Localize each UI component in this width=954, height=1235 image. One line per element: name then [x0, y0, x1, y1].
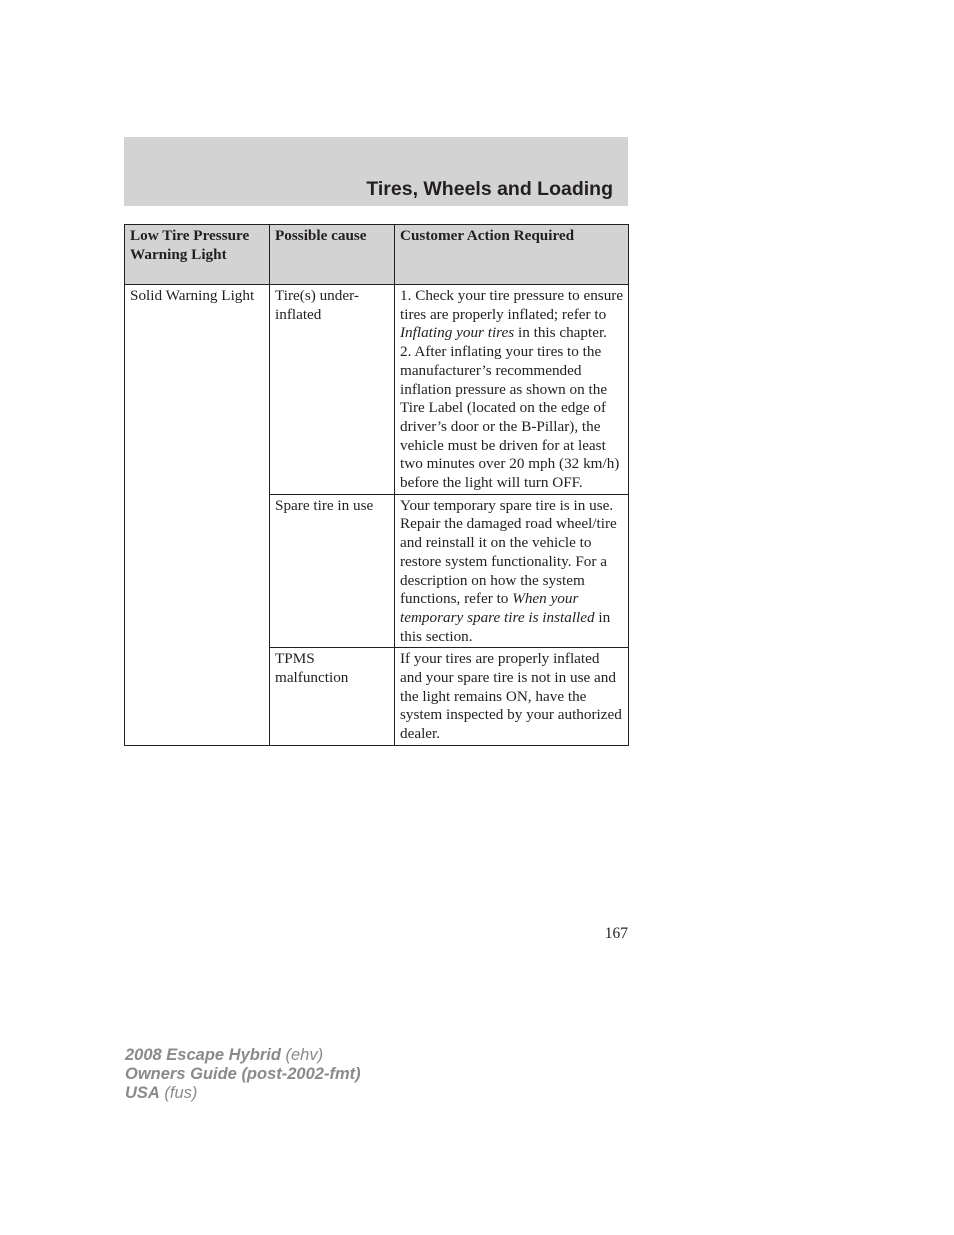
action-text: in this chapter. — [514, 324, 607, 342]
action-text: in this section. — [400, 608, 611, 645]
header-light: Low Tire Pressure Warning Light — [125, 225, 270, 285]
footer-line-3: USA (fus) — [125, 1084, 198, 1102]
footer-line-1: 2008 Escape Hybrid (ehv) — [125, 1046, 324, 1064]
light-state-cell: Solid Warning Light — [125, 285, 270, 746]
action-text: 1. Check your tire pressure to ensure tires are properly inflated; refer to — [400, 287, 624, 323]
header-cause: Possible cause — [270, 225, 395, 285]
action-text: 2. After inflating your tires to the manufacturer’s recommended inflation pressure as shown on the Tire Label (located on the edge of driver’s door or the B-Pillar), the vehicle must be driven for at least two minutes over 20 mph (32 km/h) before the light will turn OFF. — [400, 343, 620, 492]
table-row — [125, 285, 629, 495]
document-footer — [125, 1046, 361, 1103]
cause-cell: Spare tire in use — [270, 494, 395, 648]
action-cell: If your tires are properly inflated and your spare tire is not in use and the light remains ON, have the system inspected by your authorized dealer. — [395, 648, 629, 746]
cause-cell: Tire(s) under-inflated — [270, 285, 395, 495]
page-number: 167 — [604, 925, 628, 942]
header-action: Customer Action Required — [395, 225, 629, 285]
tpms-warning-table — [124, 224, 629, 746]
action-cell — [395, 494, 629, 648]
section-header-band — [124, 137, 628, 206]
action-reference: When your temporary spare tire is installed — [400, 590, 595, 626]
footer-line-2: Owners Guide (post-2002-fmt) — [125, 1065, 361, 1083]
table-header-row — [125, 225, 629, 285]
action-text: Your temporary spare tire is in use. Repair the damaged road wheel/tire and reinstall it on the vehicle to restore system functionality. For a description on how the system functions, refer to — [400, 496, 617, 608]
action-reference: Inflating your tires — [400, 324, 515, 342]
cause-cell: TPMS malfunction — [270, 648, 395, 746]
action-cell — [395, 285, 629, 495]
section-title: Tires, Wheels and Loading — [366, 178, 613, 200]
